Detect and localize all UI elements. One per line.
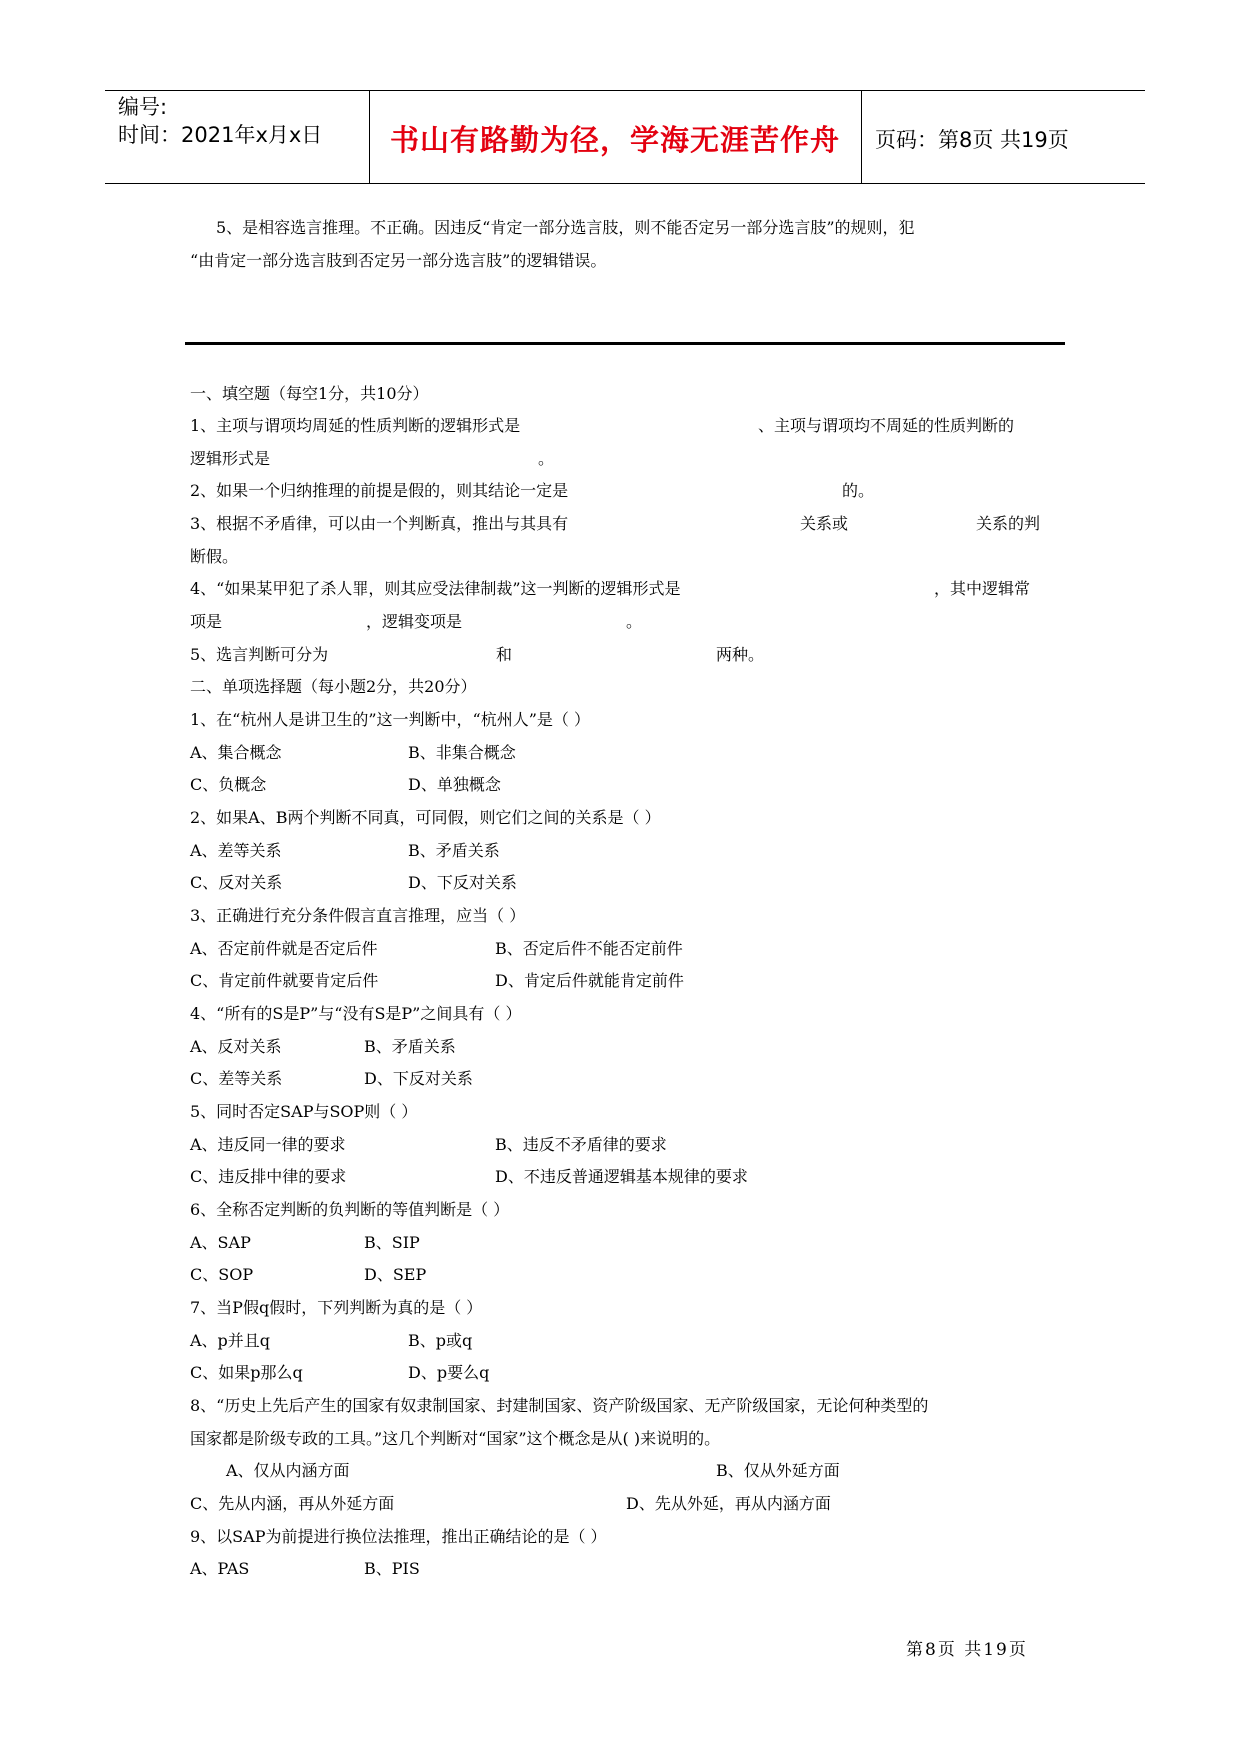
option-row (190, 1133, 1065, 1157)
question-stem: 6、全称否定判断的负判断的等值判断是（ ） (190, 1200, 510, 1219)
question-line (190, 479, 1065, 503)
question-stem: 1、在“杭州人是讲卫生的”这一判断中，“杭州人”是（ ） (190, 710, 590, 729)
question-stem: 4、“所有的S是P”与“没有S是P”之间具有（ ） (190, 1004, 522, 1023)
header-motto: 书山有路勤为径，学海无涯苦作舟 (389, 123, 840, 157)
option-c: C、SOP (190, 1265, 254, 1284)
option-b: B、矛盾关系 (364, 1037, 456, 1056)
question-text: 4、“如果某甲犯了杀人罪，则其应受法律制裁”这一判断的逻辑形式是 (190, 579, 681, 598)
question-stem: 2、如果A、B两个判断不同真，可同假，则它们之间的关系是（ ） (190, 808, 661, 827)
option-a: A、SAP (190, 1233, 251, 1252)
option-a: A、违反同一律的要求 (190, 1135, 346, 1154)
section-title: 二、单项选择题（每小题2分，共20分） (190, 677, 477, 696)
question-text: 两种。 (716, 645, 765, 664)
option-b: B、矛盾关系 (408, 841, 500, 860)
option-row (190, 1165, 1065, 1189)
option-row (190, 1067, 1065, 1091)
question-text: 关系或 (800, 514, 849, 533)
option-b: B、PIS (364, 1559, 420, 1578)
document-time-label: 时间：2021年x月x日 (118, 123, 323, 147)
question-line (190, 414, 1065, 438)
option-a: A、反对关系 (190, 1037, 282, 1056)
question-line: 断假。 (190, 547, 239, 566)
question-text: 。 (626, 612, 643, 631)
question-text: 。 (538, 449, 555, 468)
option-c: C、反对关系 (190, 873, 283, 892)
question-stem: 7、当P假q假时，下列判断为真的是（ ） (190, 1298, 483, 1317)
header-top-rule (105, 90, 1145, 91)
question-line (190, 447, 1065, 471)
question-line (190, 512, 1065, 536)
option-a: A、p并且q (190, 1331, 271, 1350)
option-d: D、SEP (364, 1265, 427, 1284)
question-text: 项是 (190, 612, 223, 631)
paragraph-line: 5、是相容选言推理。不正确。因违反“肯定一部分选言肢，则不能否定另一部分选言肢”的规则，犯 (216, 218, 915, 237)
question-text: 5、选言判断可分为 (190, 645, 329, 664)
option-a: A、集合概念 (190, 743, 282, 762)
document-number-label: 编号: (118, 95, 168, 119)
option-row (190, 1231, 1065, 1255)
option-b: B、违反不矛盾律的要求 (495, 1135, 667, 1154)
question-text: 关系的判 (976, 514, 1041, 533)
question-text: ，逻辑变项是 (366, 612, 463, 631)
question-text: 、主项与谓项均不周延的性质判断的 (758, 416, 1015, 435)
option-row (190, 1263, 1065, 1287)
answer-paragraph (190, 211, 1065, 277)
option-b: B、仅从外延方面 (716, 1461, 840, 1480)
option-d: D、p要么q (408, 1363, 490, 1382)
question-line (190, 610, 1065, 634)
option-b: B、非集合概念 (408, 743, 516, 762)
option-a: A、差等关系 (190, 841, 282, 860)
option-d: D、下反对关系 (408, 873, 517, 892)
option-row (190, 1035, 1065, 1059)
option-d: D、单独概念 (408, 775, 501, 794)
option-a: A、PAS (190, 1559, 250, 1578)
option-row (190, 839, 1065, 863)
option-b: B、SIP (364, 1233, 420, 1252)
header-meta (118, 93, 322, 149)
option-c: C、负概念 (190, 775, 267, 794)
option-row (190, 741, 1065, 765)
question-text: 1、主项与谓项均周延的性质判断的逻辑形式是 (190, 416, 521, 435)
option-d: D、肯定后件就能肯定前件 (495, 971, 684, 990)
option-row (190, 937, 1065, 961)
option-b: B、p或q (408, 1331, 473, 1350)
option-d: D、下反对关系 (364, 1069, 473, 1088)
question-line (190, 643, 1065, 667)
question-text: 的。 (842, 481, 875, 500)
paragraph-line: “由肯定一部分选言肢到否定另一部分选言肢”的逻辑错误。 (190, 251, 607, 270)
option-c: C、差等关系 (190, 1069, 283, 1088)
question-text: 逻辑形式是 (190, 449, 271, 468)
option-a: A、仅从内涵方面 (226, 1461, 350, 1480)
section-divider-rule (185, 342, 1065, 345)
section-title: 一、填空题（每空1分，共10分） (190, 384, 429, 403)
question-stem: 5、同时否定SAP与SOP则（ ） (190, 1102, 418, 1121)
option-c: C、肯定前件就要肯定后件 (190, 971, 379, 990)
question-text: ，其中逻辑常 (934, 579, 1031, 598)
option-c: C、如果p那么q (190, 1363, 303, 1382)
question-text: 和 (496, 645, 513, 664)
option-row (190, 773, 1065, 797)
question-stem: 9、以SAP为前提进行换位法推理，推出正确结论的是（ ） (190, 1527, 607, 1546)
option-row (190, 1459, 1065, 1483)
option-row (190, 1492, 1065, 1516)
question-stem-continued: 国家都是阶级专政的工具。”这几个判断对“国家”这个概念是从( )来说明的。 (190, 1429, 721, 1448)
option-row (190, 1329, 1065, 1353)
header-bottom-rule (105, 183, 1145, 184)
option-row (190, 1361, 1065, 1385)
question-stem: 8、“历史上先后产生的国家有奴隶制国家、封建制国家、资产阶级国家、无产阶级国家，无论何种类型的 (190, 1396, 929, 1415)
page-footer: 第8页 共19页 (906, 1640, 1028, 1660)
option-a: A、否定前件就是否定后件 (190, 939, 378, 958)
header-page-info: 页码：第8页 共19页 (875, 128, 1069, 152)
question-line (190, 577, 1065, 601)
option-d: D、不违反普通逻辑基本规律的要求 (495, 1167, 748, 1186)
option-c: C、先从内涵，再从外延方面 (190, 1494, 395, 1513)
option-c: C、违反排中律的要求 (190, 1167, 347, 1186)
option-d: D、先从外延，再从内涵方面 (626, 1494, 831, 1513)
option-row (190, 969, 1065, 993)
question-text: 2、如果一个归纳推理的前提是假的，则其结论一定是 (190, 481, 569, 500)
question-stem: 3、正确进行充分条件假言直言推理，应当（ ） (190, 906, 526, 925)
question-text: 3、根据不矛盾律，可以由一个判断真，推出与其具有 (190, 514, 569, 533)
option-row (190, 871, 1065, 895)
option-b: B、否定后件不能否定前件 (495, 939, 683, 958)
option-row (190, 1557, 1065, 1581)
header-divider (861, 90, 862, 184)
